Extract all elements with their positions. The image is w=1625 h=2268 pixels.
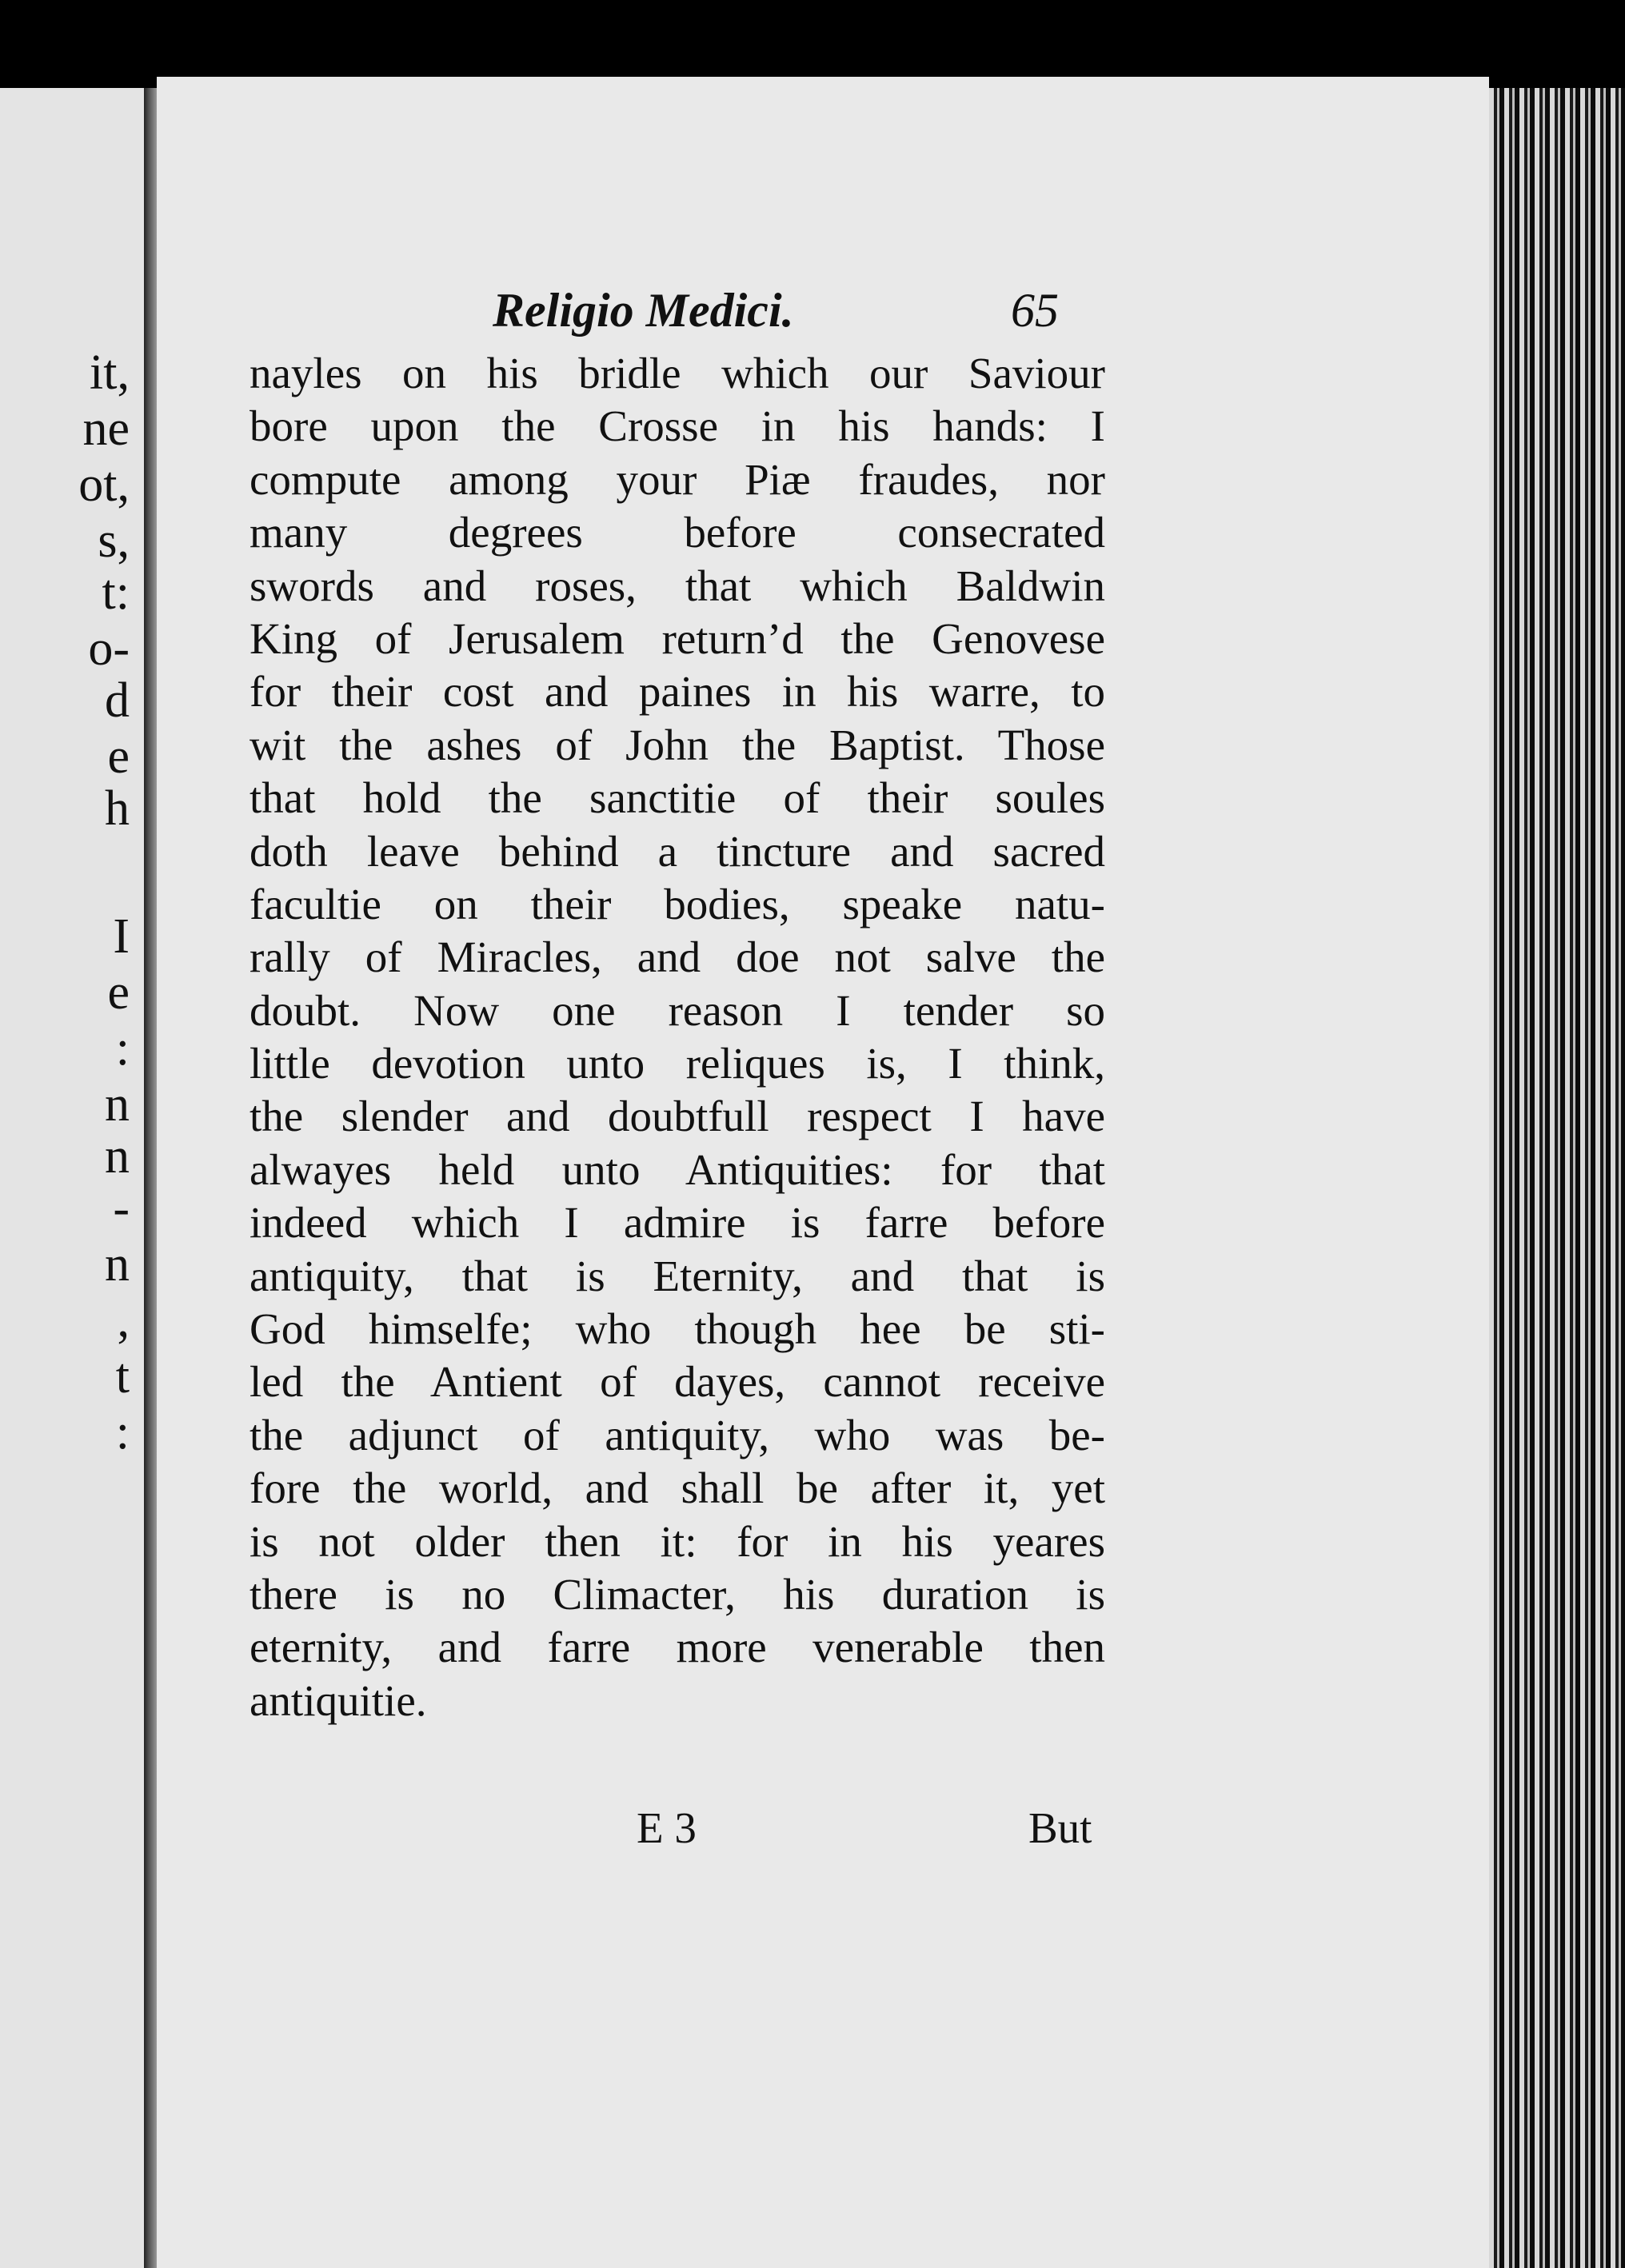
text-line: antiquitie. (250, 1675, 427, 1725)
catchword: But (1028, 1803, 1092, 1852)
text-line: indeed which I admire is farre before (250, 1198, 1105, 1248)
text-line: doth leave behind a tincture and sacred (250, 826, 1105, 876)
left-page-sliver (0, 88, 144, 2268)
left-page-fragment: ne (82, 401, 130, 456)
left-page-fragment: I (113, 909, 130, 964)
text-line: compute among your Piæ fraudes, nor (250, 454, 1105, 504)
text-line: the adjunct of antiquity, who was be- (250, 1410, 1105, 1459)
text-line: there is no Climacter, his duration is (250, 1569, 1105, 1619)
text-line: for their cost and paines in his warre, to (250, 667, 1105, 717)
text-line: many degrees before consecrated (250, 508, 1105, 557)
left-page-fragment: e (107, 965, 130, 1020)
left-page-fragment: n (105, 1077, 130, 1132)
left-page-fragment: h (105, 781, 130, 836)
body-text (250, 347, 1105, 1727)
left-page-fragment: n (105, 1129, 130, 1184)
running-title: Religio Medici. (493, 284, 794, 337)
text-line: doubt. Now one reason I tender so (250, 985, 1105, 1035)
left-page-fragment: s, (98, 513, 130, 568)
page-edges (1489, 88, 1625, 2268)
left-page-fragment: t (115, 1349, 130, 1404)
left-page-fragment: e (107, 729, 130, 784)
text-line: God himselfe; who though hee be sti- (250, 1304, 1105, 1354)
text-line: led the Antient of dayes, cannot receive (250, 1357, 1105, 1407)
left-page-fragment: - (113, 1181, 130, 1236)
text-line: rally of Miracles, and doe not salve the (250, 932, 1105, 982)
text-line: the slender and doubtfull respect I have (250, 1092, 1105, 1141)
running-head (157, 283, 1489, 347)
text-line: eternity, and farre more venerable then (250, 1623, 1105, 1672)
left-page-fragment: : (115, 1405, 130, 1459)
left-page-fragment: n (105, 1237, 130, 1292)
left-page-fragment: it, (90, 345, 130, 400)
left-page-fragment: ot, (78, 457, 130, 512)
text-line: nayles on his bridle which our Saviour (250, 349, 1105, 397)
signature-mark: E 3 (637, 1803, 697, 1852)
page-number: 65 (1011, 284, 1059, 337)
page-footer (157, 1803, 1489, 1859)
left-page-fragment: d (105, 673, 130, 728)
text-line: King of Jerusalem return’d the Genovese (250, 613, 1105, 663)
text-line: swords and roses, that which Baldwin (250, 561, 1105, 610)
text-line: fore the world, and shall be after it, yet (250, 1463, 1105, 1513)
left-page-fragment: : (115, 1021, 130, 1076)
book-gutter (144, 88, 157, 2268)
left-page-fragment: o- (88, 621, 130, 676)
text-line: bore upon the Crosse in his hands: I (250, 401, 1105, 451)
text-line: little devotion unto reliques is, I think, (250, 1039, 1105, 1088)
left-page-fragment: , (117, 1293, 130, 1348)
text-line: is not older then it: for in his yeares (250, 1516, 1105, 1566)
text-line: alwayes held unto Antiquities: for that (250, 1144, 1105, 1194)
left-page-fragment: t: (102, 565, 130, 620)
text-line: facultie on their bodies, speake natu- (250, 879, 1105, 928)
book-page (157, 77, 1489, 2268)
text-line: wit the ashes of John the Baptist. Those (250, 720, 1105, 769)
text-line: that hold the sanctitie of their soules (250, 773, 1105, 823)
text-line: antiquity, that is Eternity, and that is (250, 1251, 1105, 1300)
